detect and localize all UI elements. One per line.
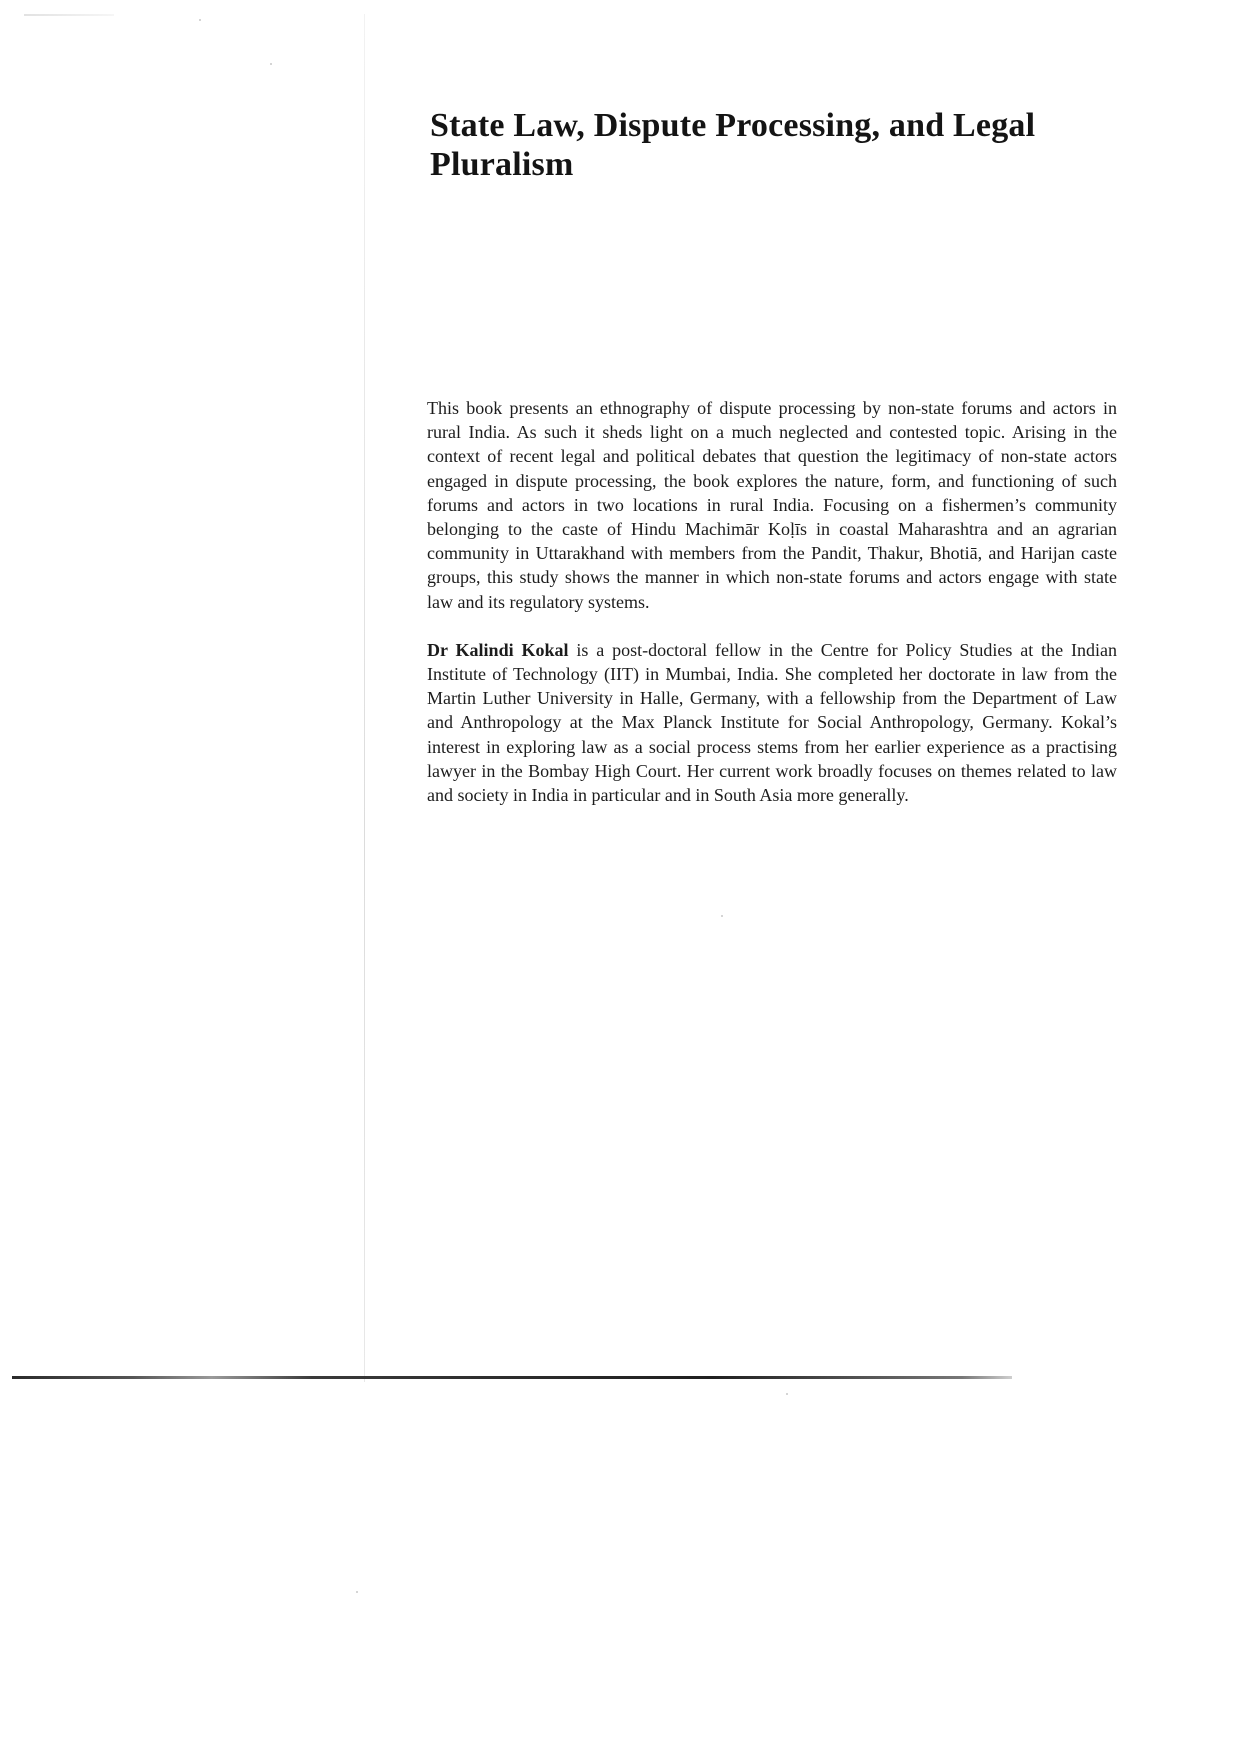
scan-speck	[786, 1393, 788, 1395]
scan-speck	[721, 915, 723, 917]
author-name: Dr Kalindi Kokal	[427, 639, 569, 660]
author-bio: is a post-doctoral fellow in the Centre for Policy Studies at the Indian Institute of Technology (IIT) in Mumbai, India. She completed her doctorate in law from the Martin Luther University in Halle, Germany, with a fellowship from the Department of Law and Anthropology at the Max Planck Institute for Social Anthropology, Germany. Kokal’s interest in exploring law as a social process stems from her earlier experience as a practising lawyer in the Bombay High Court. Her current work broadly focuses on themes related to law and society in India in particular and in South Asia more generally.	[427, 639, 1118, 806]
page-spine-shadow	[364, 14, 365, 1382]
scan-speck	[356, 1591, 358, 1593]
blurb-content	[427, 396, 1117, 807]
scan-artifact	[24, 14, 114, 16]
page-bottom-edge	[12, 1376, 1012, 1379]
book-description: This book presents an ethnography of dispute processing by non-state forums and actors in rural India. As such it sheds light on a much neglected and contested topic. Arising in the context of recent legal and political debates that question the legitimacy of non-state actors engaged in dispute processing, the book explores the nature, form, and functioning of such forums and actors in two locations in rural India. Focusing on a fishermen’s community belonging to the caste of Hindu Machimār Koḷīs in coastal Maharashtra and an agrarian community in Uttarakhand with members from the Pandit, Thakur, Bhotiā, and Harijan caste groups, this study shows the manner in which non-state forums and actors engage with state law and its regulatory systems.	[427, 398, 1117, 612]
book-title: State Law, Dispute Processing, and Legal Pluralism	[430, 107, 1036, 183]
scan-speck	[199, 19, 201, 21]
author-paragraph	[427, 638, 1117, 807]
scan-speck	[270, 63, 272, 65]
